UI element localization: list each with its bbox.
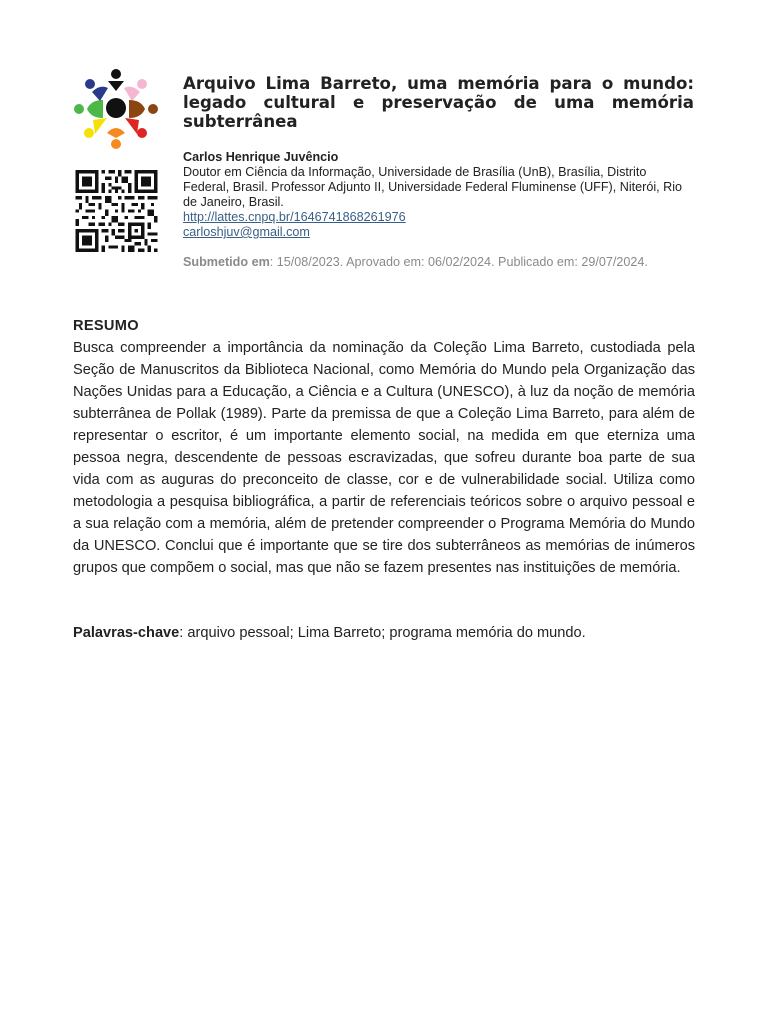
author-affiliation: Doutor em Ciência da Informação, Universidade de Brasília (UnB), Brasília, Distrito Federal, Brasil. Professor Adjunto II, Universidade Federal Fluminense (UFF), Niterói, Rio de Janeiro, Brasil.: [183, 165, 683, 209]
submitted-label: Submetido em: [183, 255, 270, 269]
abstract-body: Busca compreender a importância da nominação da Coleção Lima Barreto, custodiada pela Seção de Manuscritos da Biblioteca Nacional, como Memória do Mundo pela Organização das Nações Unidas para a Educação, a Ciência e a Cultura (UNESCO), à luz da noção de memória subterrânea de Pollak (1989). Parte da premissa de que a Coleção Lima Barreto, para além de representar o escritor, é um importante elemento social, na medida em que eterniza uma pessoa negra, descendente de pessoas escravizadas, que sofreu durante boa parte de sua vida com as auguras do preconceito de classe, cor e de vulnerabilidade social. Utiliza como metodologia a pesquisa bibliográfica, a partir de referenciais teóricos sobre o arquivo pessoal e a sua relação com a memória, além de pretender compreender o Programa Memória do Mundo da UNESCO. Conclui que é importante que se tire dos subterrâneos as memórias de inúmeros grupos que compõem o social, mas que não se fazem presentes nas instituições de memória.: [73, 340, 695, 576]
abstract-heading: RESUMO: [73, 318, 139, 334]
author-name: Carlos Henrique Juvêncio: [183, 150, 339, 164]
keywords: [73, 622, 695, 644]
article-title: Arquivo Lima Barreto, uma memória para o mundo: legado cultural e preservação de uma memória subterrânea: [183, 74, 694, 131]
publication-dates: [183, 255, 694, 270]
people-circle-logo-icon: [73, 67, 161, 151]
email-link[interactable]: carloshjuv@gmail.com: [183, 225, 310, 239]
qr-code-graphic: [74, 170, 159, 252]
keywords-text: : arquivo pessoal; Lima Barreto; programa memória do mundo.: [179, 625, 586, 641]
lattes-link[interactable]: http://lattes.cnpq.br/1646741868261976: [183, 210, 406, 224]
keywords-label: Palavras-chave: [73, 625, 180, 641]
qr-code-icon[interactable]: [74, 170, 159, 252]
dates-text: : 15/08/2023. Aprovado em: 06/02/2024. Publicado em: 29/07/2024.: [269, 255, 648, 269]
article-header: [183, 74, 694, 270]
journal-logo-icon: [73, 67, 161, 151]
